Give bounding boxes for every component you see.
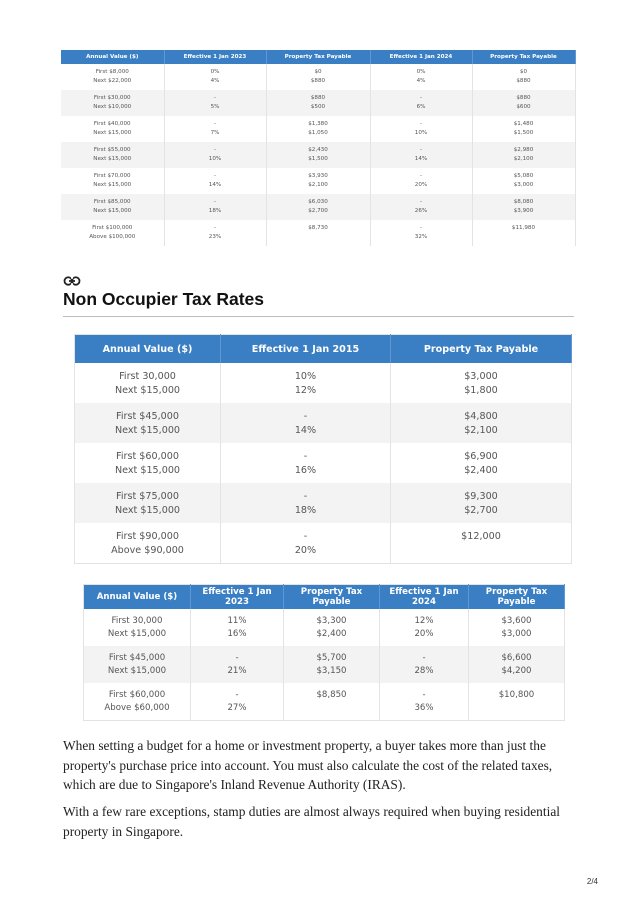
table-cell-pay: [391, 363, 572, 403]
cell-line: Next $15,000: [114, 464, 181, 476]
body-paragraph: When setting a budget for a home or investment property, a buyer takes more than just the property's purchase price into account. You must also calculate the cost of the related taxes, which are due to Singapore's Inland Revenue Authority (IRAS).: [63, 738, 553, 792]
table-cell-p23: [266, 142, 370, 168]
cell-line: -: [303, 451, 308, 462]
table-cell-p24: [472, 142, 575, 168]
table-cell-p24: [472, 220, 575, 246]
cell-line: Next $15,000: [93, 130, 132, 136]
cell-line: 4%: [210, 78, 220, 84]
table-cell-rate: [221, 403, 391, 443]
cell-line: -: [213, 173, 217, 179]
table-row: [61, 168, 575, 194]
table-cell-r23: [164, 142, 266, 168]
table-cell-r23: [164, 64, 266, 90]
column-header: Annual Value ($): [75, 335, 221, 364]
column-header: Property Tax Payable: [472, 50, 575, 64]
cell-line: -: [235, 653, 239, 663]
table-cell-p24: [472, 64, 575, 90]
table-cell-p23: [266, 64, 370, 90]
table-cell-p23: [266, 220, 370, 246]
cell-line: Next $15,000: [114, 384, 181, 396]
cell-line: 12%: [294, 384, 317, 396]
table-cell-av: [61, 220, 164, 246]
table-header-row: [75, 335, 572, 364]
cell-line: $11,980: [511, 225, 536, 231]
cell-line: -: [213, 95, 217, 101]
table-cell-av: [61, 116, 164, 142]
cell-line: -: [422, 690, 426, 700]
cell-line: 32%: [414, 234, 428, 240]
cell-line: 14%: [414, 156, 428, 162]
cell-line: $6,600: [501, 653, 532, 663]
cell-line: $1,800: [464, 384, 498, 396]
cell-line: $12,000: [461, 531, 501, 542]
table-cell-av: [61, 142, 164, 168]
cell-line: 10%: [208, 156, 222, 162]
table-cell-av: [61, 90, 164, 116]
cell-line: $2,100: [513, 156, 534, 162]
cell-line: -: [419, 225, 423, 231]
cell-line: Next $15,000: [107, 628, 167, 639]
table-cell-r24: [370, 116, 472, 142]
table-cell-p23: [266, 168, 370, 194]
cell-line: First $8,000: [95, 69, 129, 75]
cell-line: 5%: [210, 104, 220, 110]
table-cell-av: [61, 194, 164, 220]
cell-line: 14%: [208, 182, 222, 188]
cell-line: $5,080: [513, 173, 534, 179]
cell-line: $2,100: [308, 182, 328, 188]
cell-line: First $60,000: [108, 690, 166, 700]
cell-line: $3,600: [501, 616, 532, 626]
table-cell-p24: [472, 90, 575, 116]
cell-line: 36%: [414, 702, 434, 713]
cell-line: 11%: [227, 616, 247, 626]
cell-line: First $30,000: [93, 95, 131, 101]
cell-line: $880: [310, 78, 326, 84]
table-cell-p24: [472, 116, 575, 142]
cell-line: -: [419, 95, 423, 101]
cell-line: Next $22,000: [93, 78, 132, 84]
cell-line: -: [419, 173, 423, 179]
table-cell-r23: [191, 646, 284, 683]
cell-line: 16%: [227, 628, 247, 639]
table-cell-av: [84, 609, 191, 646]
table-cell-rate: [221, 363, 391, 403]
table-row: [61, 194, 575, 220]
table-cell-p23: [284, 646, 380, 683]
cell-line: -: [419, 121, 423, 127]
table-cell-r23: [164, 220, 266, 246]
table-cell-rate: [221, 523, 391, 563]
owner-occupier-tax-table-2023-2024: [61, 50, 576, 246]
table-cell-p24: [472, 194, 575, 220]
cell-line: First 30,000: [111, 616, 163, 626]
cell-line: -: [419, 147, 423, 153]
table-row: [61, 90, 575, 116]
table-row: [84, 646, 565, 683]
column-header: Effective 1 Jan 2023: [164, 50, 266, 64]
cell-line: First 30,000: [119, 371, 176, 382]
cell-line: 0%: [416, 69, 426, 75]
non-occupier-tax-table-2015: [74, 334, 572, 564]
table-cell-pay: [391, 403, 572, 443]
cell-line: 20%: [294, 544, 317, 556]
cell-line: -: [303, 531, 308, 542]
table-cell-pay: [391, 483, 572, 523]
table-cell-av: [61, 168, 164, 194]
cell-line: $2,700: [464, 504, 498, 516]
table-cell-r23: [164, 194, 266, 220]
cell-line: Above $60,000: [104, 702, 170, 713]
cell-line: $1,500: [513, 130, 534, 136]
cell-line: Next $10,000: [93, 104, 132, 110]
table-cell-p23: [266, 194, 370, 220]
column-header: Property Tax Payable: [284, 585, 380, 610]
cell-line: Next $15,000: [93, 182, 132, 188]
cell-line: 0%: [210, 69, 220, 75]
table-row: [75, 483, 572, 523]
table-cell-pay: [391, 523, 572, 563]
cell-line: $2,430: [308, 147, 328, 153]
cell-line: -: [422, 653, 426, 663]
table-cell-av: [75, 363, 221, 403]
column-header: Effective 1 Jan 2015: [221, 335, 391, 364]
table-cell-r23: [164, 90, 266, 116]
cell-line: $6,030: [308, 199, 328, 205]
cell-line: 18%: [294, 504, 317, 516]
cell-line: $2,400: [464, 464, 498, 476]
cell-line: $8,730: [308, 225, 328, 231]
cell-line: $880: [516, 78, 531, 84]
table-cell-r24: [380, 683, 469, 720]
column-header: Effective 1 Jan 2023: [191, 585, 284, 610]
cell-line: $3,000: [464, 371, 498, 382]
cell-line: 26%: [414, 208, 428, 214]
cell-line: [473, 233, 575, 242]
cell-line: $4,800: [464, 411, 498, 422]
cell-line: First $85,000: [93, 199, 131, 205]
cell-line: $3,000: [513, 182, 534, 188]
table-cell-rate: [221, 443, 391, 483]
column-header: Property Tax Payable: [469, 585, 565, 610]
cell-line: -: [213, 199, 217, 205]
table-cell-p23: [266, 116, 370, 142]
table-cell-av: [75, 523, 221, 563]
cell-line: $3,300: [316, 616, 347, 626]
cell-line: $9,300: [464, 491, 498, 502]
table-cell-av: [75, 483, 221, 523]
cell-line: -: [235, 690, 239, 700]
cell-line: $5,700: [316, 653, 347, 663]
cell-line: -: [303, 411, 308, 422]
table-row: [75, 443, 572, 483]
cell-line: Next $15,000: [114, 424, 181, 436]
table-cell-p24: [469, 646, 565, 683]
table-header-row: [61, 50, 575, 64]
column-header: Property Tax Payable: [266, 50, 370, 64]
cell-line: 20%: [414, 628, 434, 639]
table-cell-r24: [380, 609, 469, 646]
cell-line: First $100,000: [92, 225, 133, 231]
table-cell-p23: [284, 609, 380, 646]
cell-line: Next $15,000: [114, 504, 181, 516]
cell-line: 7%: [210, 130, 220, 136]
cell-line: 12%: [414, 616, 434, 626]
column-header: Effective 1 Jan 2024: [370, 50, 472, 64]
cell-line: 20%: [414, 182, 428, 188]
cell-line: [391, 544, 571, 558]
cell-line: First $45,000: [116, 411, 179, 422]
cell-line: $1,380: [308, 121, 328, 127]
cell-line: $0: [519, 69, 528, 75]
cell-line: $4,200: [501, 665, 532, 676]
cell-line: $500: [310, 104, 326, 110]
table-cell-r24: [380, 646, 469, 683]
column-header: Effective 1 Jan 2024: [380, 585, 469, 610]
cell-line: First $70,000: [93, 173, 131, 179]
table-cell-av: [75, 403, 221, 443]
cell-line: -: [419, 199, 423, 205]
cell-line: $1,480: [513, 121, 534, 127]
cell-line: $880: [516, 95, 531, 101]
table-cell-r23: [191, 609, 284, 646]
table-cell-r24: [370, 142, 472, 168]
link-icon[interactable]: [63, 275, 81, 287]
cell-line: $3,000: [501, 628, 532, 639]
column-header: Property Tax Payable: [391, 335, 572, 364]
table-cell-r24: [370, 64, 472, 90]
column-header: Annual Value ($): [84, 585, 191, 610]
table-cell-av: [84, 683, 191, 720]
table-cell-av: [75, 443, 221, 483]
cell-line: First $90,000: [116, 531, 179, 542]
table-row: [84, 683, 565, 720]
cell-line: First $45,000: [108, 653, 166, 663]
cell-line: -: [303, 491, 308, 502]
table-cell-p23: [284, 683, 380, 720]
table-cell-r24: [370, 220, 472, 246]
cell-line: 18%: [208, 208, 222, 214]
cell-line: $8,850: [316, 690, 347, 700]
cell-line: $10,800: [498, 690, 535, 700]
cell-line: $2,100: [464, 424, 498, 436]
table-cell-r24: [370, 194, 472, 220]
table-cell-rate: [221, 483, 391, 523]
table-header-row: [84, 585, 565, 610]
table-row: [75, 403, 572, 443]
cell-line: [267, 233, 370, 242]
cell-line: $0: [314, 69, 322, 75]
table-cell-p24: [469, 609, 565, 646]
cell-line: $3,150: [316, 665, 347, 676]
section-heading: Non Occupier Tax Rates: [63, 289, 264, 309]
cell-line: $3,930: [308, 173, 328, 179]
cell-line: Next $15,000: [93, 156, 132, 162]
cell-line: 27%: [227, 702, 247, 713]
cell-line: -: [213, 121, 217, 127]
cell-line: 28%: [414, 665, 434, 676]
cell-line: $2,400: [316, 628, 347, 639]
cell-line: 14%: [294, 424, 317, 436]
cell-line: $1,500: [308, 156, 328, 162]
cell-line: 4%: [416, 78, 426, 84]
cell-line: $880: [310, 95, 326, 101]
cell-line: $600: [516, 104, 531, 110]
table-cell-av: [84, 646, 191, 683]
table-row: [61, 64, 575, 90]
table-cell-p24: [472, 168, 575, 194]
cell-line: 6%: [416, 104, 426, 110]
non-occupier-tax-table-2023-2024: [83, 584, 565, 721]
heading-divider: [63, 316, 574, 317]
page-number: 2/4: [586, 877, 598, 886]
cell-line: 16%: [294, 464, 317, 476]
table-cell-r24: [370, 90, 472, 116]
cell-line: 10%: [294, 371, 317, 382]
table-cell-r23: [191, 683, 284, 720]
table-cell-p23: [266, 90, 370, 116]
table-row: [75, 523, 572, 563]
table-row: [61, 142, 575, 168]
cell-line: $2,980: [513, 147, 534, 153]
cell-line: Next $15,000: [93, 208, 132, 214]
cell-line: $2,700: [308, 208, 328, 214]
cell-line: First $55,000: [93, 147, 131, 153]
table-cell-p24: [469, 683, 565, 720]
cell-line: $3,900: [513, 208, 534, 214]
column-header: Annual Value ($): [61, 50, 164, 64]
cell-line: First $75,000: [116, 491, 179, 502]
cell-line: [284, 702, 379, 715]
body-paragraph: With a few rare exceptions, stamp duties are almost always required when buying residential property in Singapore.: [63, 804, 560, 839]
table-cell-r23: [164, 116, 266, 142]
cell-line: $8,080: [513, 199, 534, 205]
table-row: [75, 363, 572, 403]
table-row: [61, 116, 575, 142]
cell-line: 10%: [414, 130, 428, 136]
cell-line: Above $90,000: [111, 544, 184, 556]
cell-line: Next $15,000: [107, 665, 167, 676]
cell-line: $6,900: [464, 451, 498, 462]
table-cell-r23: [164, 168, 266, 194]
cell-line: 23%: [208, 234, 222, 240]
cell-line: [469, 702, 564, 715]
table-cell-av: [61, 64, 164, 90]
table-cell-pay: [391, 443, 572, 483]
table-row: [84, 609, 565, 646]
cell-line: First $60,000: [116, 451, 179, 462]
cell-line: -: [213, 147, 217, 153]
cell-line: 21%: [227, 665, 247, 676]
cell-line: -: [213, 225, 217, 231]
cell-line: Above $100,000: [89, 234, 136, 240]
table-cell-r24: [370, 168, 472, 194]
table-row: [61, 220, 575, 246]
cell-line: First $40,000: [93, 121, 131, 127]
cell-line: $1,050: [308, 130, 328, 136]
